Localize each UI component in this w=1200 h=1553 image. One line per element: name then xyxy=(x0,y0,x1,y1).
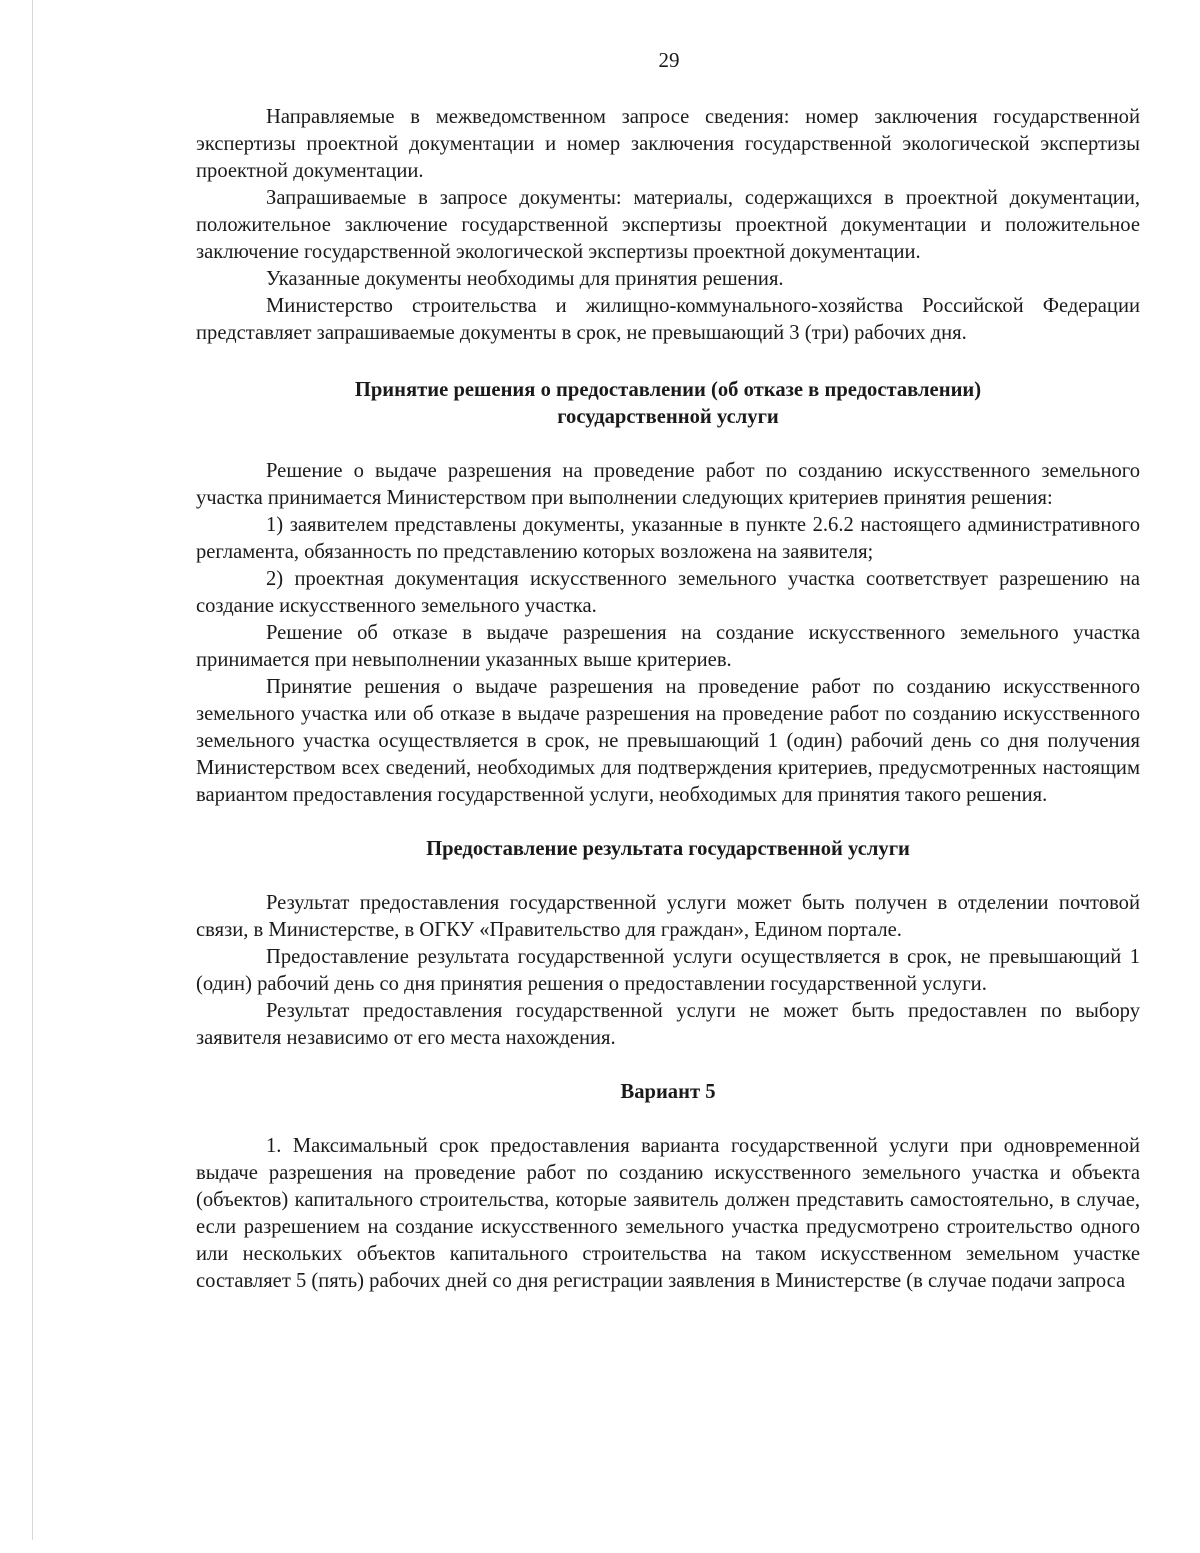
paragraph: Запрашиваемые в запросе документы: материалы, содержащихся в проектной документации, положительное заключение государственной экспертизы проектной документации и положительное заключение государственной экологической экспертизы проектной документации. xyxy=(196,187,1140,263)
spacer xyxy=(196,863,1140,890)
spacer xyxy=(196,1052,1140,1079)
section-variant-5 xyxy=(196,1133,1140,1295)
spacer xyxy=(196,347,1140,374)
paragraph: Указанные документы необходимы для принятия решения. xyxy=(266,268,784,290)
page-number: 29 xyxy=(658,48,680,72)
page-edge-line xyxy=(32,0,33,1540)
paragraph: Предоставление результата государственной услуги осуществляется в срок, не превышающий 1 (один) рабочий день со дня принятия решения о предоставлении государственной услуги. xyxy=(196,946,1140,995)
document-body xyxy=(196,104,1140,1295)
paragraph: 1. Максимальный срок предоставления варианта государственной услуги при одновременной выдаче разрешения на проведение работ по созданию искусственного земельного участка и объекта (объектов) капитального строительства, которые заявитель должен представить самостоятельно, в случае, если разрешением на создание искусственного земельного участка предусмотрено строительство одного или нескольких объектов капитального строительства на таком искусственном земельном участке составляет 5 (пять) рабочих дней со дня регистрации заявления в Министерстве (в случае подачи запроса xyxy=(196,1135,1140,1292)
spacer xyxy=(196,1106,1140,1133)
paragraph: 2) проектная документация искусственного земельного участка соответствует разрешению на создание искусственного земельного участка. xyxy=(196,568,1140,617)
heading-line: Принятие решения о предоставлении (об отказе в предоставлении) xyxy=(354,379,982,401)
paragraph: Результат предоставления государственной услуги может быть получен в отделении почтовой связи, в Министерстве, в ОГКУ «Правительство для граждан», Едином портале. xyxy=(196,892,1140,941)
section-result xyxy=(196,890,1140,1052)
section-request-info xyxy=(196,104,1140,347)
paragraph: Результат предоставления государственной услуги не может быть предоставлен по выбору заявителя независимо от его места нахождения. xyxy=(196,1000,1140,1049)
paragraph: Министерство строительства и жилищно-коммунального-хозяйства Российской Федерации представляет запрашиваемые документы в срок, не превышающий 3 (три) рабочих дня. xyxy=(196,295,1140,344)
section-heading-variant: Вариант 5 xyxy=(620,1081,716,1103)
paragraph: Направляемые в межведомственном запросе сведения: номер заключения государственной экспертизы проектной документации и номер заключения государственной экологической экспертизы проектной документации. xyxy=(196,106,1140,182)
spacer xyxy=(196,431,1140,458)
section-heading-result: Предоставление результата государственной услуги xyxy=(426,838,910,860)
paragraph: Решение о выдаче разрешения на проведение работ по созданию искусственного земельного участка принимается Министерством при выполнении следующих критериев принятия решения: xyxy=(196,460,1140,509)
paragraph: 1) заявителем представлены документы, указанные в пункте 2.6.2 настоящего административного регламента, обязанность по представлению которых возложена на заявителя; xyxy=(196,514,1140,563)
section-decision xyxy=(196,458,1140,809)
paragraph: Принятие решения о выдаче разрешения на проведение работ по созданию искусственного земельного участка или об отказе в выдаче разрешения на проведение работ по созданию искусственного земельного участка осуществляется в срок, не превышающий 1 (один) рабочий день со дня получения Министерством всех сведений, необходимых для подтверждения критериев, предусмотренных настоящим вариантом предоставления государственной услуги, необходимых для принятия такого решения. xyxy=(196,676,1140,806)
section-heading-decision xyxy=(196,377,1140,431)
spacer xyxy=(196,809,1140,836)
heading-line: государственной услуги xyxy=(557,406,779,428)
paragraph: Решение об отказе в выдаче разрешения на создание искусственного земельного участка принимается при невыполнении указанных выше критериев. xyxy=(196,622,1140,671)
